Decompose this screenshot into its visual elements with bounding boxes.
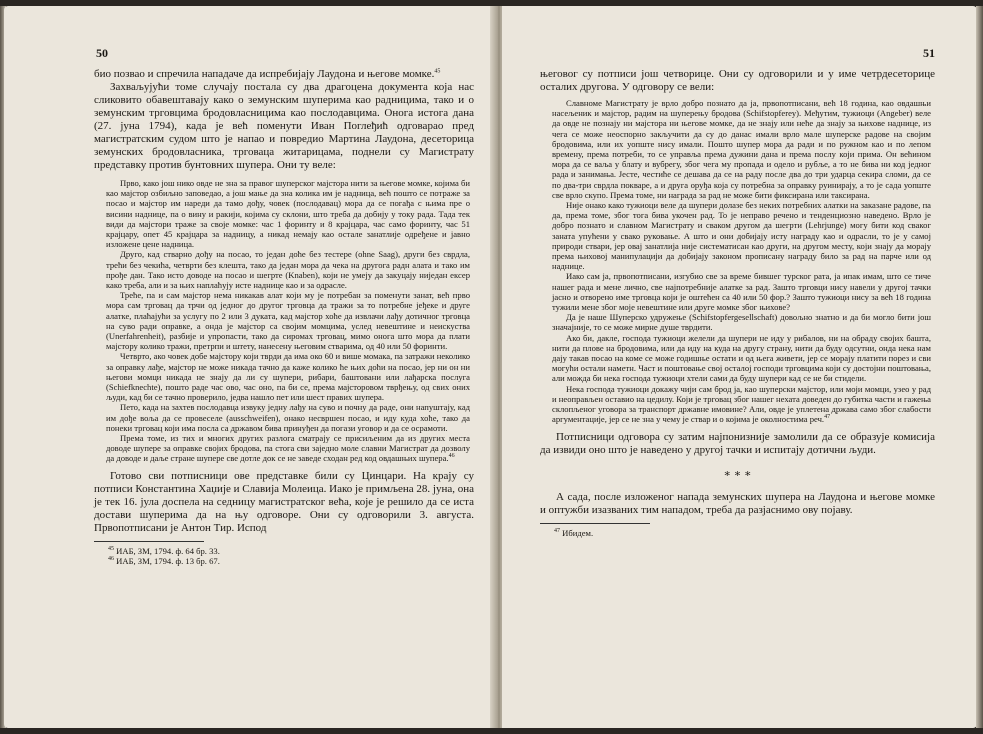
footnote-text: ИАБ, ЗМ, 1794. ф. 13 бр. 67. — [116, 556, 220, 567]
paragraph: Готово сви потписници ове представке били су Цинцари. На крају су потписи Константина Хаџије и Славија Молеица. Иако је примљена 28. јуна, она је тек 16. јула доспела на седницу магистратског већа, које је решило да се иста достави шуперима да на њу одговоре. Они су одговорили 3. августа. Првопотписани је Антон Тир. Испод — [94, 469, 474, 534]
footnote-text: ИАБ, ЗМ, 1794. ф. 64 бр. 33. — [116, 545, 220, 556]
footnote-ref: 47 — [824, 414, 831, 421]
paragraph: Потписници одговора су затим најпонизније замолили да се образује комисија да извиди оно што је наведено у другој тачки и испитају дотични људи. — [540, 430, 935, 456]
paragraph-text: био позвао и спречила нападаче да испребијају Лаудона и његове момке. — [94, 68, 435, 80]
quote-paragraph: Славноме Магистрату је врло добро познато да ја, првопотписани, већ 18 година, као овдашњи насељеник и мајстор, радим на шуперењу бродова (Schifstopferey). Међутим, тужиоци (Angeber) веле да овде не познају ни мајстора ни његове момке, да не знају или неће да знају за њихове наднице, из чега се може неоспорно закључити да су до данас имали врло мале шуперске радове на својим бродовима, или их уопште нису имали. Пошто шупер мора да ради и по ружном као и по лепом времену, према потреби, то се управља према дужини дана и према послу који прима. Он већином мора да се ваља у блату и вубрегу, због чега му пропада и одело и рубље, а то не бива ни код једног рада и занимања. Јесте, честиће се дешава да се на раду после два до три ударца секира сломи, да се по два-три сврдла покваре, а и друга оруђа која су потребна за оправку руинирају, а то је сада уопште све врло скупо. Према томе, ни награда за рад не може бити фиксирана или таксирана. — [552, 98, 931, 200]
quote-paragraph: Пето, када на захтев послодавца извуку једну лађу на суво и почну да раде, они напуштају, кад им дође воља да се провеселе (ausschweifen), онако несвршен посао, и иду куда хоће, тако да понеки трговац који има посла са државом бива принуђен да погази уговор и да се осрамоти. — [106, 402, 470, 433]
quote-paragraph: Није онако како тужиоци веле да шупери долазе без неких потребних алатки на заказане радове, па да, према томе, због тога бива укочен рад. То је неправо речено и тенденциозно наведено. Врло је добро познато и славном Магистрату и сваком другом да шегрти (Lehrjunge) могу бити код сваког заната упућени у свако руковање. А што и они добијају исту награду као и одрасли, то је у самој природи ствари, јер овај занатлија није систематисан као други, на другом месту, који знају да морају према њиховој манипулацији да добијају законом прописану награду било за рад на парче или од наднице. — [552, 200, 931, 272]
page-number: 50 — [96, 46, 108, 60]
quote-paragraph: Треће, па и сам мајстор нема никакав алат који му је потребан за поменути занат, већ прво мора сам трговац да трчи од једног до другог трговца да тражи за то потребне јеђеке и друге алатке, плаћајући за услугу по 2 или 3 дуката, кад мајстор хоће да извлачи лађу дотичног трговца на суво ради оправке, а онда је мајстор са својим момцима, услед невештине и неискуства (Unerfahrenheit), разбије и упропасти, тако да сиромах трговац, мимо онога што мора да плати мајстору колико тражи, претрпи и штету, нанесену његовим стварима, од 40 или 50 форинти. — [106, 290, 470, 352]
footnote — [94, 546, 474, 557]
footnote — [94, 556, 474, 567]
footnote-number: 46 — [108, 556, 114, 563]
quote-paragraph: Друго, кад стварно дођу на посао, то један доће без тестере (ohne Saag), други без сврдла, трећи без чекића, четврти без клешта, тако да један мора да чека на другога радн алата и тако им прође дан. Тако исто доводе на посао и шегрте (Knaben), који не умеју да закуцају ниједан ексер како треба, али и за њих наплаћују исте наднице као и за одрасле. — [106, 249, 470, 291]
quote-paragraph: Ако би, дакле, господа тужиоци желели да шупери не иду у рибалов, ни на обраду својих башта, нити да плове на бродовима, или да иду на куда на другу страну, нити да буду одсутни, онда нека нам дају такав посао на коме се може годишње остати и од њега живети, јер се морају платити порез и сви могући остали наметн. Част и поштовање свој осталој господи трговцима који су достојни поштовања, али можда би нека господа тужиоци хтели сами да буду шупери кад се не би стидели. — [552, 332, 931, 384]
footnote-divider — [94, 541, 204, 542]
quote-paragraph: Да је наше Шуперско удружење (Schifstopfergesellschaft) довољно знатно и да би могло бити још значајније, то се може мирне душе тврдити. — [552, 312, 931, 333]
footnote-number: 45 — [108, 545, 114, 552]
quote-paragraph — [552, 384, 931, 425]
paragraph: А сада, после изложеног напада земунских шупера на Лаудона и његове момке и оптужби изазваних тим нападом, треба да разјаснимо ову појаву. — [540, 490, 935, 516]
right-page — [502, 6, 977, 728]
quote-paragraph: Иако сам ја, првопотписани, изгубио све за време бившег турског рата, ја ипак имам, што се тиче нашег рада и мене лично, све најпотребније алатке за рад. Зашто трговци нису навели у другој тачки јасно и отворено име трговца који је оштећен са 40 или 50 фор.? Зашто тужиоци нису за већ 18 година тужили мене због моје невештине или друге момке због њихове? — [552, 271, 931, 313]
section-break: ∗ ∗ ∗ — [723, 467, 752, 480]
page-edge-right — [976, 6, 983, 728]
quote-text: Нека господа тужиоци докажу чији сам брод ја, као шуперски мајстор, или моји момци, узео у рад и неоправљен оставио на цедилу. Који је трговац због нашег нехата доведен до губитка части и гажења склопљеног уговора за транспорт државне имовине? Али, овде је уплетена држава само због слабости аргументације, јер се не зна у чему је ствар и о којима је околностима реч. — [552, 383, 931, 425]
quote-paragraph — [106, 433, 470, 464]
paragraph — [94, 68, 474, 81]
footnote-text: Ибидем. — [562, 527, 594, 538]
block-quote — [552, 98, 931, 425]
quote-paragraph: Четврто, ако човек добе мајстору који тврди да има око 60 и више момака, па затражи неколико за оправку лађе, мајстор не може никада тачно да каже колико ће њих доћи на посао, јер ни он ни његови момци никада не знају да ли су шупери, рибари, баштовани или лађарска послуга (Schiefknechte), пошто раде час ово, час оно, па би се, према мајсторовом тврђењу, од свих оних људи, кад би се тачно проверило, једва нашло пет или шест правих шупера. — [106, 351, 470, 403]
left-page — [4, 6, 496, 728]
paragraph: Захваљујући томе случају постала су два драгоцена документа која нас сликовито обавештавају како о земунским шуперима као радницима, тако и о земунским трговцима бродовласницима као послодавцима. Онога истога дана (27. јуна 1794), када је већ поменути Иван Поглеђић одговарао пред магистратским судом што је напао и повредио Мартина Лаудона, десеторица земунских бродовласника, трговаца житарицама, поднели су Магистрату представку против бунтовних шупера. Они ту веле: — [94, 81, 474, 171]
quote-paragraph: Прво, како још нико овде не зна за правог шуперског мајстора нити за његове момке, којима би као мајстор озбиљно заповедао, а још мање да зна колика им је надница, већ пошто се потраже за посао и мајстор им нареди да тамо дођу, човек (послодавац) мора да се погађа с њима пре о висини наднице, па о вину и ракији, којима су склони, што треба да добију у току рада. Тада тек види да мајстори траже за своје момке: час 1 форинту и 8 крајцара, час само форинту, час 51 крајцару, опет 45 крајцара за надницу, а никад немају као остале занатлије одређене и јавно изложене цене надница. — [106, 178, 470, 250]
paragraph: његовог су потписи још четворице. Они су одговорили и у име четрдесеторице осталих другова. У одговору се вели: — [540, 68, 935, 93]
footnote-ref: 45 — [434, 68, 441, 75]
footnote — [540, 528, 935, 539]
footnote-divider — [540, 523, 650, 524]
quote-text: Према томе, из тих и многих других разлога сматрају се присиљеним да из других места доводе шупере за оправке својих бродова, па стога сви заједно моле славни Магистрат да дозволу да доводе и даље стране шупере све дотле док се не заведе сходан ред код овдашњих шупера. — [106, 433, 470, 464]
footnote-ref: 46 — [448, 453, 455, 460]
page-number: 51 — [923, 46, 935, 60]
footnote-number: 47 — [554, 527, 560, 534]
block-quote — [106, 178, 470, 464]
